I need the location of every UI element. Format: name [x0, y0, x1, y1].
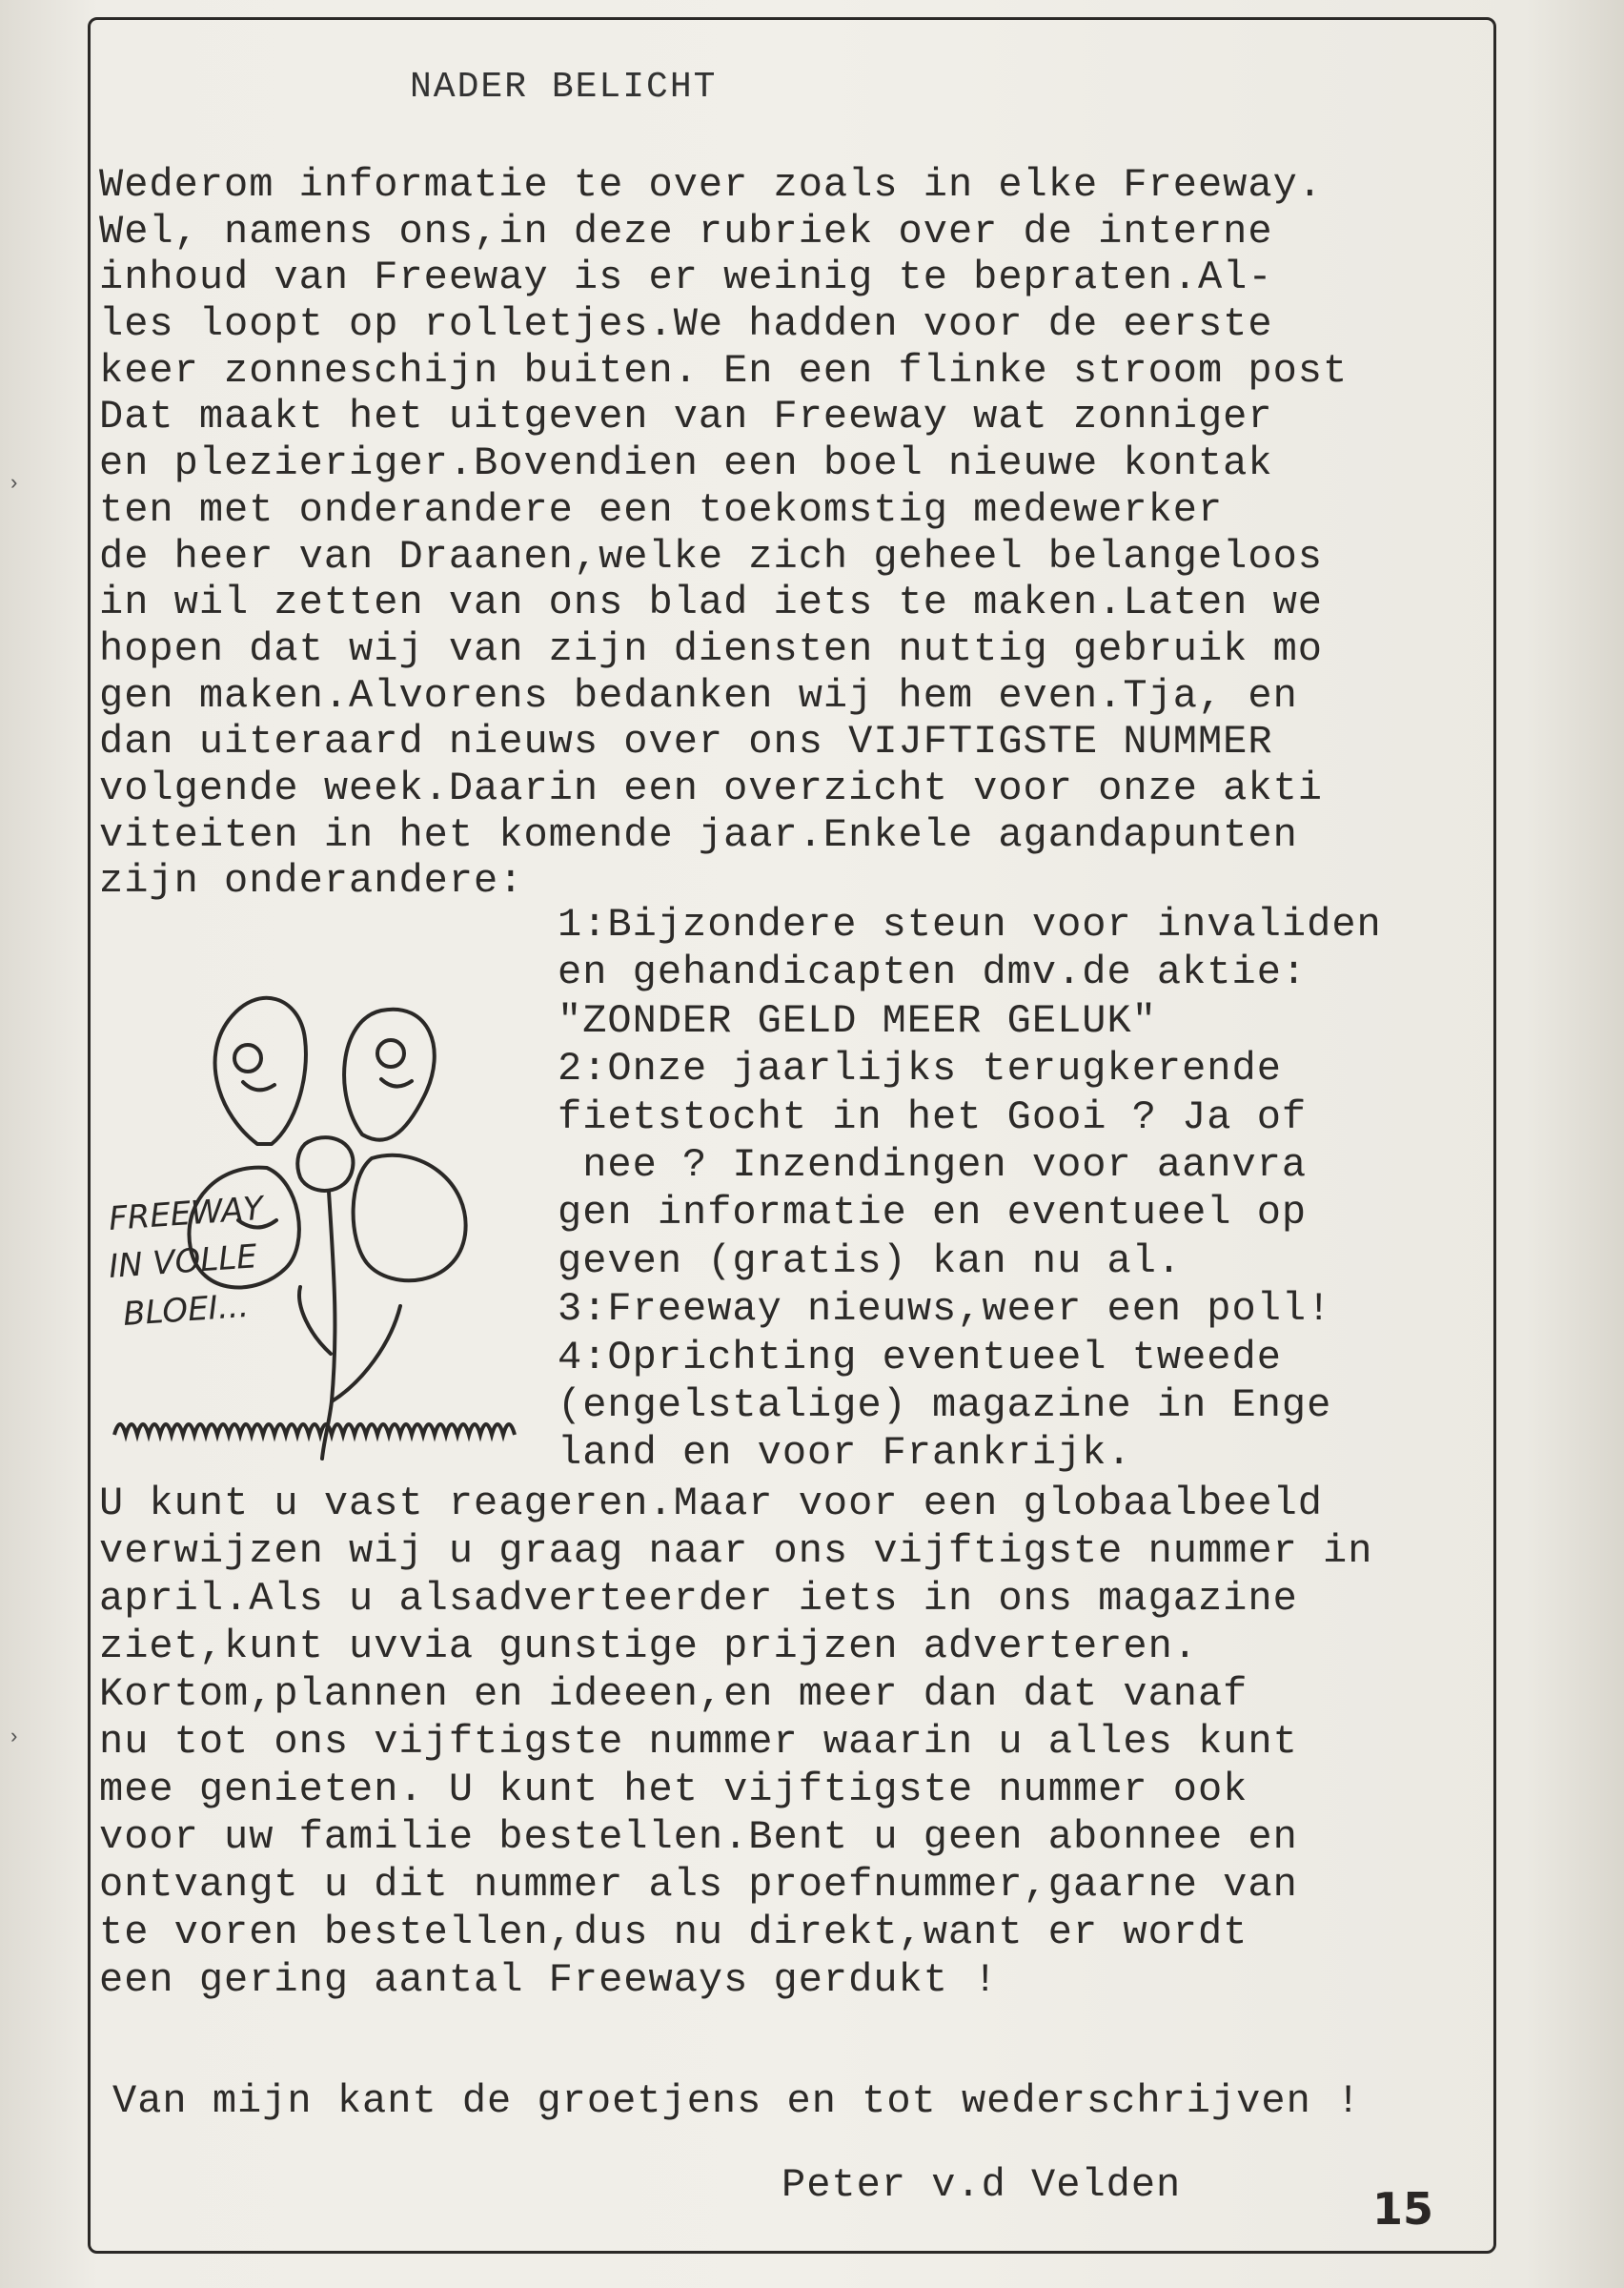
intro-text-line: Wel, namens ons,in deze rubriek over de interne [99, 208, 1273, 255]
outro-text-line: te voren bestellen,dus nu direkt,want er wordt [99, 1910, 1248, 1955]
flower-stem [322, 1192, 335, 1459]
intro-text-line: Dat maakt het uitgeven van Freeway wat zonniger [99, 394, 1273, 440]
agenda-text-line: fietstocht in het Gooi ? Ja of [558, 1093, 1308, 1140]
intro-text-line: les loopt op rolletjes.We hadden voor de eerste [99, 301, 1273, 348]
agenda-text-line: en gehandicapten dmv.de aktie: [558, 950, 1308, 996]
outro-text-line: ziet,kunt uvvia gunstige prijzen adverteren. [99, 1624, 1198, 1669]
outro-text-line: U kunt u vast reageren.Maar voor een globaalbeeld [99, 1481, 1324, 1526]
intro-text-line: keer zonneschijn buiten. En een flinke stroom post [99, 347, 1349, 394]
intro-text-line: dan uiteraard nieuws over ons VIJFTIGSTE NUMMER [99, 719, 1273, 766]
outro-text-line: nu tot ons vijftigste nummer waarin u alles kunt [99, 1719, 1298, 1765]
agenda-text-line: gen informatie en eventueel op [558, 1190, 1308, 1236]
outro-paragraph [99, 1480, 1491, 2004]
agenda-text-line: nee ? Inzendingen voor aanvra [558, 1141, 1308, 1188]
flower-center [297, 1137, 353, 1191]
outro-text-line: verwijzen wij u graag naar ons vijftigste nummer in [99, 1528, 1373, 1574]
agenda-text-line: 1:Bijzondere steun voor invaliden [558, 902, 1382, 948]
punch-mark: › [8, 1726, 21, 1749]
intro-paragraph [99, 162, 1491, 905]
grass-line [114, 1424, 515, 1435]
agenda-text-line: 2:Onze jaarlijks terugkerende [558, 1046, 1282, 1093]
intro-text-line: en plezieriger.Bovendien een boel nieuwe kontak [99, 440, 1273, 487]
agenda-list [558, 901, 1472, 1478]
intro-text-line: inhoud van Freeway is er weinig te bepraten.Al- [99, 255, 1273, 301]
agenda-text-line: (engelstalige) magazine in Enge [558, 1381, 1332, 1428]
page-number: 15 [1372, 2183, 1434, 2235]
punch-mark: › [8, 472, 21, 496]
drawing-caption-line: IN VOLLE [107, 1237, 258, 1286]
intro-text-line: volgende week.Daarin een overzicht voor onze akti [99, 765, 1324, 811]
petal-bottom-right [354, 1155, 466, 1280]
author-signature: Peter v.d Velden [782, 2162, 1182, 2208]
intro-text-line: in wil zetten van ons blad iets te maken.Laten we [99, 580, 1324, 626]
agenda-text-line: geven (gratis) kan nu al. [558, 1237, 1183, 1284]
drawing-caption-line: BLOEI... [121, 1286, 251, 1334]
agenda-text-line: land en voor Frankrijk. [558, 1430, 1132, 1477]
agenda-text-line: 3:Freeway nieuws,weer een poll! [558, 1286, 1332, 1333]
flower-illustration [105, 906, 562, 1478]
outro-text-line: ontvangt u dit nummer als proefnummer,gaarne van [99, 1862, 1298, 1908]
flower-drawing [105, 906, 562, 1478]
outro-text-line: mee genieten. U kunt het vijftigste nummer ook [99, 1767, 1248, 1812]
outro-text-line: Kortom,plannen en ideeen,en meer dan dat vanaf [99, 1671, 1248, 1717]
page-title: NADER BELICHT [410, 67, 718, 108]
intro-text-line: gen maken.Alvorens bedanken wij hem even.Tja, en [99, 672, 1298, 719]
outro-text-line: voor uw familie bestellen.Bent u geen abonnee en [99, 1814, 1298, 1860]
outro-text-line: een gering aantal Freeways gerdukt ! [99, 1957, 999, 2003]
agenda-text-line: 4:Oprichting eventueel tweede [558, 1334, 1282, 1380]
intro-text-line: hopen dat wij van zijn diensten nuttig gebruik mo [99, 625, 1324, 672]
intro-text-line: Wederom informatie te over zoals in elke Freeway. [99, 162, 1324, 208]
petal-top-left [215, 998, 306, 1144]
intro-text-line: de heer van Draanen,welke zich geheel belangeloos [99, 533, 1324, 580]
drawing-caption-line: FREEWAY [107, 1189, 265, 1238]
outro-text-line: april.Als u alsadverteerder iets in ons magazine [99, 1576, 1298, 1622]
signoff-line: Van mijn kant de groetjens en tot wederschrijven ! [112, 2078, 1362, 2124]
petal-top-right [344, 1010, 435, 1140]
intro-text-line: ten met onderandere een toekomstig medewerker [99, 486, 1224, 533]
intro-text-line: zijn onderandere: [99, 858, 524, 905]
intro-text-line: viteiten in het komende jaar.Enkele agandapunten [99, 811, 1298, 858]
agenda-text-line: "ZONDER GELD MEER GELUK" [558, 997, 1157, 1044]
